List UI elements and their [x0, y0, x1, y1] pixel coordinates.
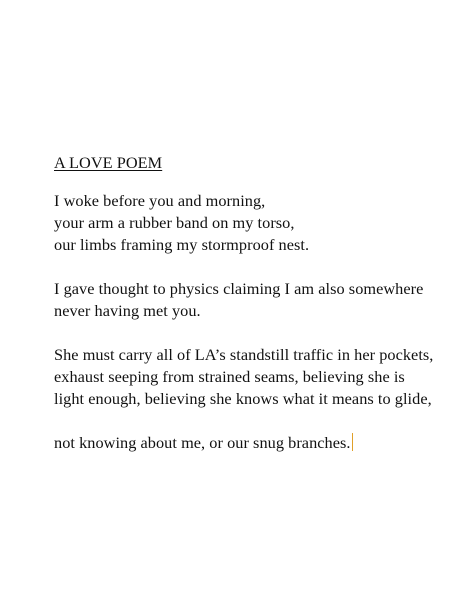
poem-line-last [54, 432, 464, 454]
stanza-1 [54, 190, 464, 256]
text-cursor [352, 433, 354, 451]
poem-line: light enough, believing she knows what it means to glide, [54, 389, 432, 408]
poem-line: I woke before you and morning, [54, 191, 266, 210]
poem-title: A LOVE POEM [54, 153, 163, 172]
poem-line: exhaust seeping from strained seams, believing she is [54, 367, 405, 386]
poem-line: your arm a rubber band on my torso, [54, 213, 295, 232]
stanza-2 [54, 278, 464, 322]
poem-body[interactable] [54, 152, 464, 476]
poem-line: never having met you. [54, 301, 201, 320]
poem-line: our limbs framing my stormproof nest. [54, 235, 310, 254]
poem-line: I gave thought to physics claiming I am also somewhere [54, 279, 424, 298]
poem-line-text: not knowing about me, or our snug branches. [54, 433, 351, 452]
stanza-3 [54, 344, 464, 410]
poem-line: She must carry all of LA’s standstill traffic in her pockets, [54, 345, 434, 364]
stanza-4 [54, 432, 464, 454]
